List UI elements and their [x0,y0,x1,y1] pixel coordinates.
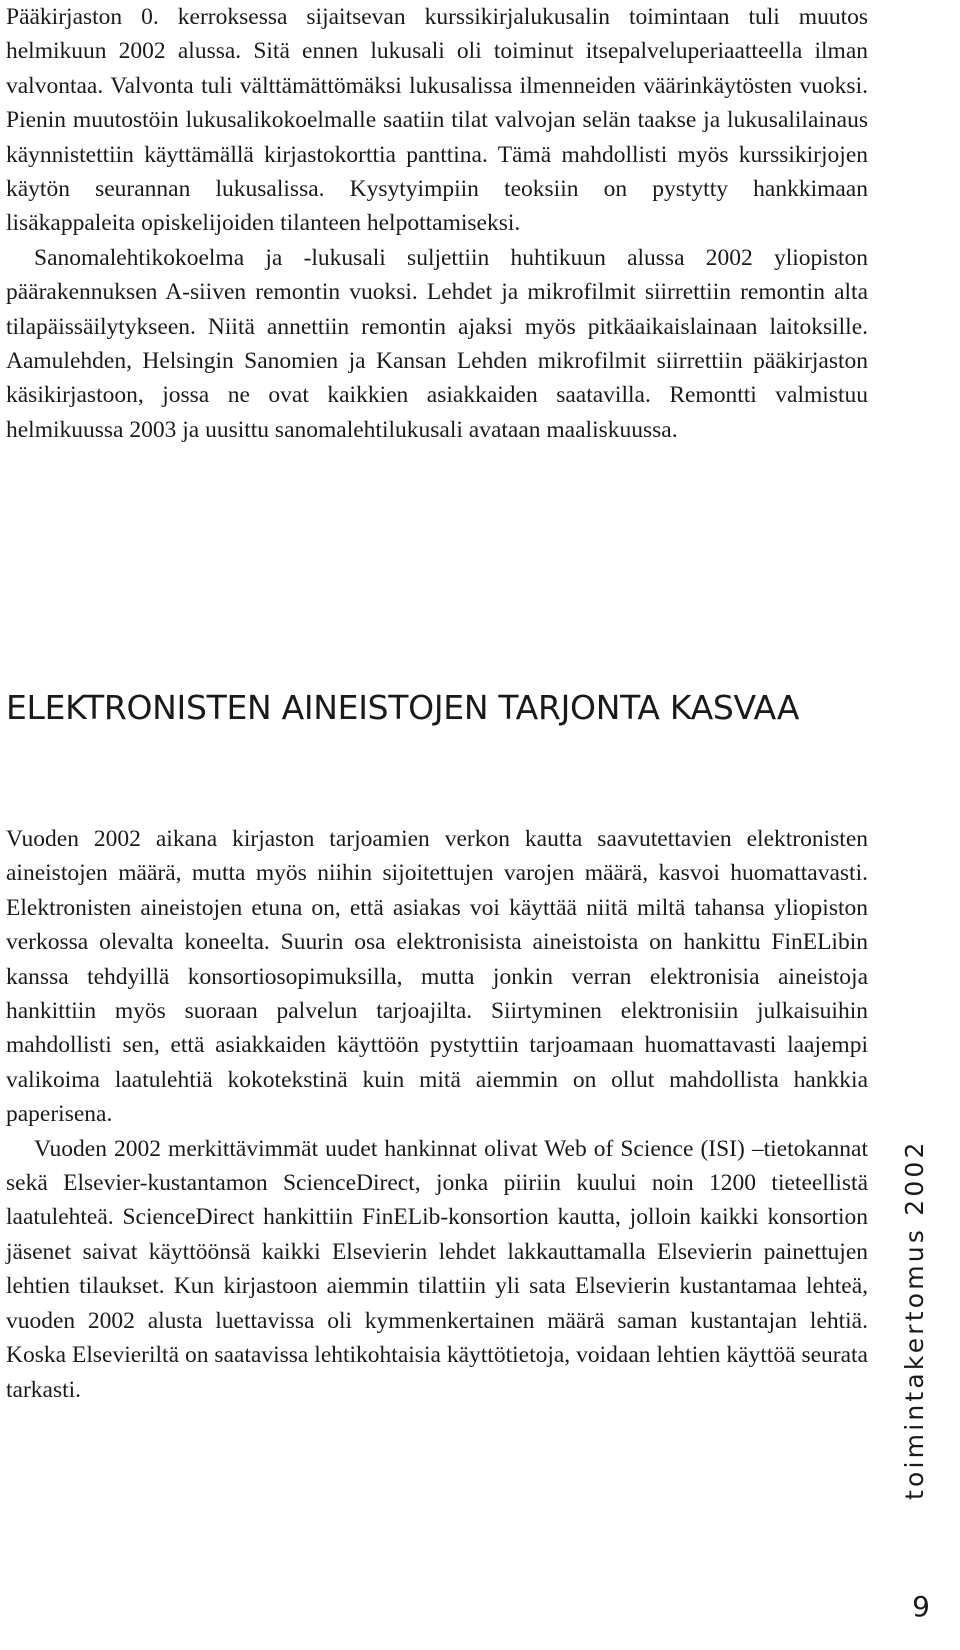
page-number: 9 [912,1590,930,1623]
paragraph: Vuoden 2002 aikana kirjaston tarjoamien verkon kautta saavutettavien elektronisten aineistojen määrä, mutta myös niihin sijoitettujen varojen määrä, kasvoi huomattavasti. Elektronisten aineistojen etuna on, että asiakas voi käyttää niitä miltä tahansa yliopiston verkossa olevalta koneelta. Suurin osa elektronisista aineistoista on hankittu FinELibin kanssa tehdyillä konsortiosopimuksilla, mutta jonkin verran elektronisia aineistoja hankittiin myös suoraan palvelun tarjoajilta. Siirtyminen elektronisiin julkaisuihin mahdollisti sen, että asiakkaiden käyttöön pystyttiin tarjoamaan huomattavasti laajempi valikoima laatulehtiä kokotekstinä kuin mitä aiemmin on ollut mahdollista hankkia paperisena. [6,826,868,1128]
paragraph: Sanomalehtikokoelma ja -lukusali suljettiin huhtikuun alussa 2002 yliopiston päärakennuksen A-siiven remontin vuoksi. Lehdet ja mikrofilmit siirrettiin remontin alta tilapäissäilytykseen. Niitä annettiin remontin ajaksi myös pitkäaikaislainaan laitoksille. Aamulehden, Helsingin Sanomien ja Kansan Lehden mikrofilmit siirrettiin pääkirjaston käsikirjastoon, jossa ne ovat kaikkien asiakkaiden saatavilla. Remontti valmistuu helmikuussa 2003 ja uusittu sanomalehtilukusali avataan maaliskuussa. [6,244,868,443]
running-side-title: toimintakertomus 2002 [900,1139,929,1500]
body-text-section-top [6,0,868,447]
body-text-section-bottom [6,822,868,1407]
paragraph: Vuoden 2002 merkittävimmät uudet hankinnat olivat Web of Science (ISI) –tietokannat sekä Elsevier-kustantamon ScienceDirect, jonka piiriin kuului noin 1200 tieteellistä laatulehteä. ScienceDirect hankittiin FinELib-konsortion kautta, jolloin kaikki konsortion jäsenet saivat käyttöönsä kaikki Elsevierin lehdet lakkauttamalla Elsevierin painettujen lehtien tilaukset. Kun kirjastoon aiemmin tilattiin yli sata Elsevierin kustantamaa lehteä, vuoden 2002 alusta luettavissa oli kymmenkertainen määrä saman kustantajan lehtiä. Koska Elsevieriltä on saatavissa lehtikohtaisia käyttötietoja, voidaan lehtien käyttöä seurata tarkasti. [6,1135,868,1403]
section-heading: ELEKTRONISTEN AINEISTOJEN TARJONTA KASVAA [6,688,800,727]
paragraph: Pääkirjaston 0. kerroksessa sijaitsevan kurssikirjalukusalin toimintaan tuli muutos helmikuun 2002 alussa. Sitä ennen lukusali oli toiminut itsepalveluperiaatteella ilman valvontaa. Valvonta tuli välttämättömäksi lukusalissa ilmenneiden väärinkäytösten vuoksi. Pienin muutostöin lukusalikokoelmalle saatiin tilat valvojan selän taakse ja lukusalilainaus käynnistettiin käyttämällä kirjastokorttia panttina. Tämä mahdollisti myös kurssikirjojen käytön seurannan lukusalissa. Kysytyimpiin teoksiin on pystytty hankkimaan lisäkappaleita opiskelijoiden tilanteen helpottamiseksi. [6,4,868,237]
